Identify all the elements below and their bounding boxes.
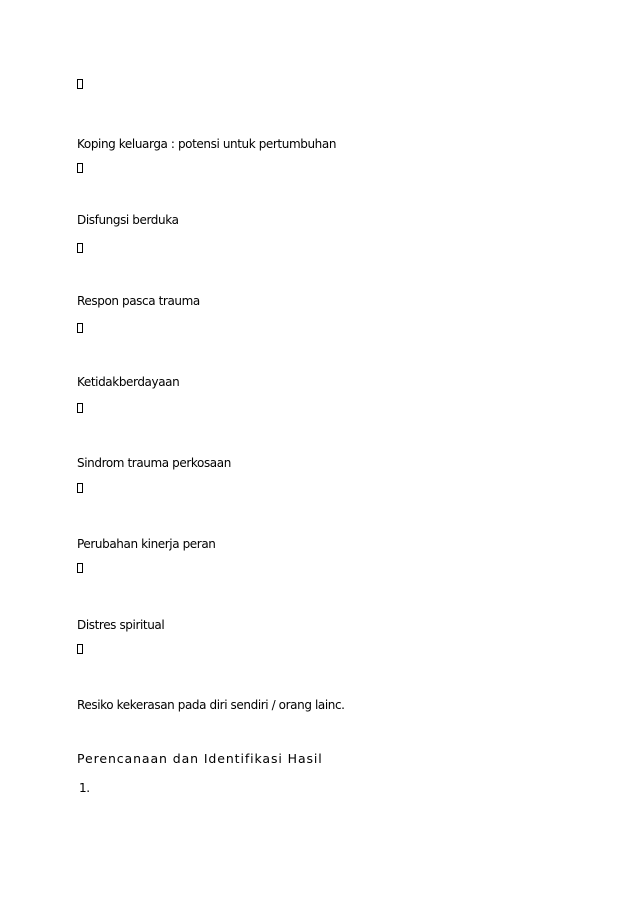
bullet-icon [77,403,83,413]
bullet-icon [77,644,83,654]
bullet-icon [77,163,83,173]
section-heading: Perencanaan dan Identifikasi Hasil [77,751,323,766]
bullet-icon [77,323,83,333]
diagnosis-item: Disfungsi berduka [77,213,179,227]
diagnosis-item: Koping keluarga : potensi untuk pertumbuhan [77,137,337,151]
bullet-icon [77,483,83,493]
bullet-icon [77,79,83,89]
diagnosis-item: Ketidakberdayaan [77,375,180,389]
bullet-icon [77,243,83,253]
bullet-icon [77,563,83,573]
diagnosis-item: Sindrom trauma perkosaan [77,456,231,470]
list-number: 1. [79,781,90,795]
diagnosis-item: Perubahan kinerja peran [77,537,216,551]
diagnosis-item: Respon pasca trauma [77,294,200,308]
diagnosis-item: Distres spiritual [77,618,165,632]
diagnosis-item: Resiko kekerasan pada diri sendiri / orang lainc. [77,698,345,712]
